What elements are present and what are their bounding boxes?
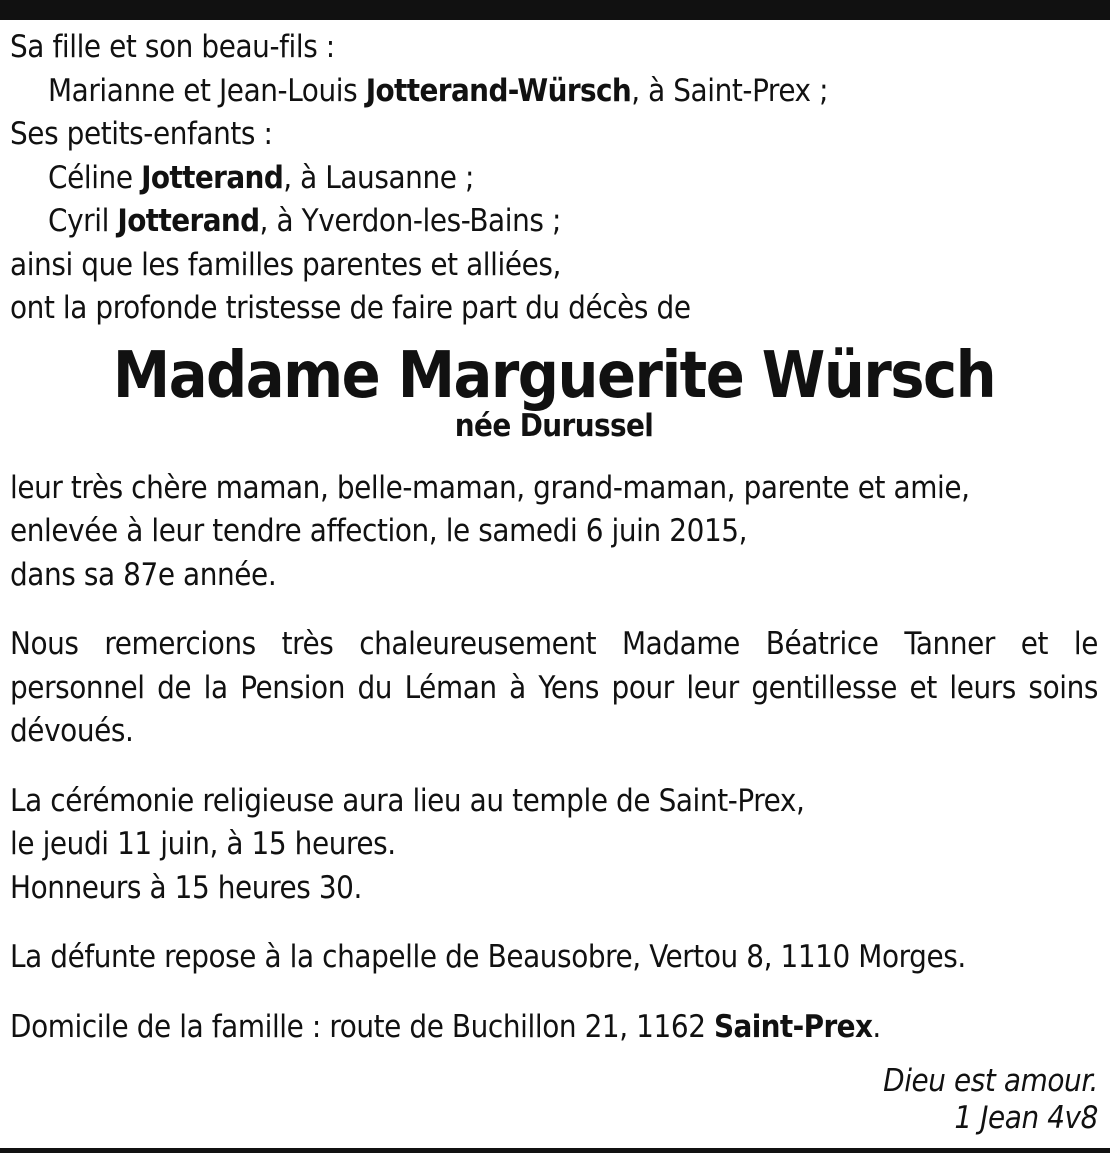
daughter-line: [10, 70, 1098, 114]
domicile-suffix: .: [872, 1008, 881, 1045]
deceased-name: Madame Marguerite Würsch: [112, 338, 996, 413]
grandchild-first-name: Cyril: [48, 203, 109, 239]
domicile-town: Saint-Prex: [714, 1008, 873, 1045]
details-paragraph: [10, 467, 1098, 598]
grandchild-first-name: Céline: [48, 159, 133, 196]
daughter-place: , à Saint-Prex ;: [631, 72, 829, 109]
quote-text: Dieu est amour.: [883, 1063, 1098, 1099]
top-border-rule: [0, 0, 1110, 20]
ceremony-line: le jeudi 11 juin, à 15 heures.: [10, 826, 396, 862]
domicile-address: Domicile de la famille : route de Buchillon 21, 1162: [10, 1008, 706, 1045]
announcement-line: ont la profonde tristesse de faire part du décès de: [10, 290, 691, 326]
grandchild-surname: Jotterand: [117, 203, 260, 239]
daughter-surname: Jotterand-Würsch: [365, 72, 632, 109]
relatives-line: ainsi que les familles parentes et alliées,: [10, 246, 561, 283]
bible-quote: [10, 1063, 1098, 1137]
rest-location: La défunte repose à la chapelle de Beausobre, Vertou 8, 1110 Morges.: [10, 939, 966, 975]
grandchildren-heading: Ses petits-enfants :: [10, 116, 273, 152]
obituary-notice: [10, 26, 1098, 1137]
details-line: dans sa 87e année.: [10, 556, 277, 593]
ceremony-line: La cérémonie religieuse aura lieu au temple de Saint-Prex,: [10, 782, 805, 819]
ceremony-line: Honneurs à 15 heures 30.: [10, 869, 362, 906]
quote-reference: 1 Jean 4v8: [954, 1100, 1098, 1136]
grandchild-line: [10, 157, 1098, 201]
daughter-heading: Sa fille et son beau-fils :: [10, 29, 335, 65]
grandchild-line: [10, 200, 1098, 244]
grandchild-place: , à Yverdon-les-Bains ;: [259, 203, 561, 239]
details-line: leur très chère maman, belle-maman, grand-maman, parente et amie,: [10, 469, 970, 506]
bottom-border-rule: [0, 1148, 1110, 1153]
thanks-paragraph: Nous remercions très chaleureusement Madame Béatrice Tanner et le personnel de la Pension du Léman à Yens pour leur gentillesse et leurs soins dévoués.: [10, 626, 1098, 749]
daughter-names: Marianne et Jean-Louis: [48, 72, 358, 109]
deceased-birth-name: née Durussel: [454, 407, 654, 444]
grandchild-place: , à Lausanne ;: [283, 159, 474, 196]
family-domicile: [10, 1006, 1098, 1050]
details-line: enlevée à leur tendre affection, le samedi 6 juin 2015,: [10, 513, 748, 549]
grandchild-surname: Jotterand: [141, 159, 284, 196]
ceremony-paragraph: [10, 780, 1098, 911]
deceased-block: [10, 338, 1098, 444]
